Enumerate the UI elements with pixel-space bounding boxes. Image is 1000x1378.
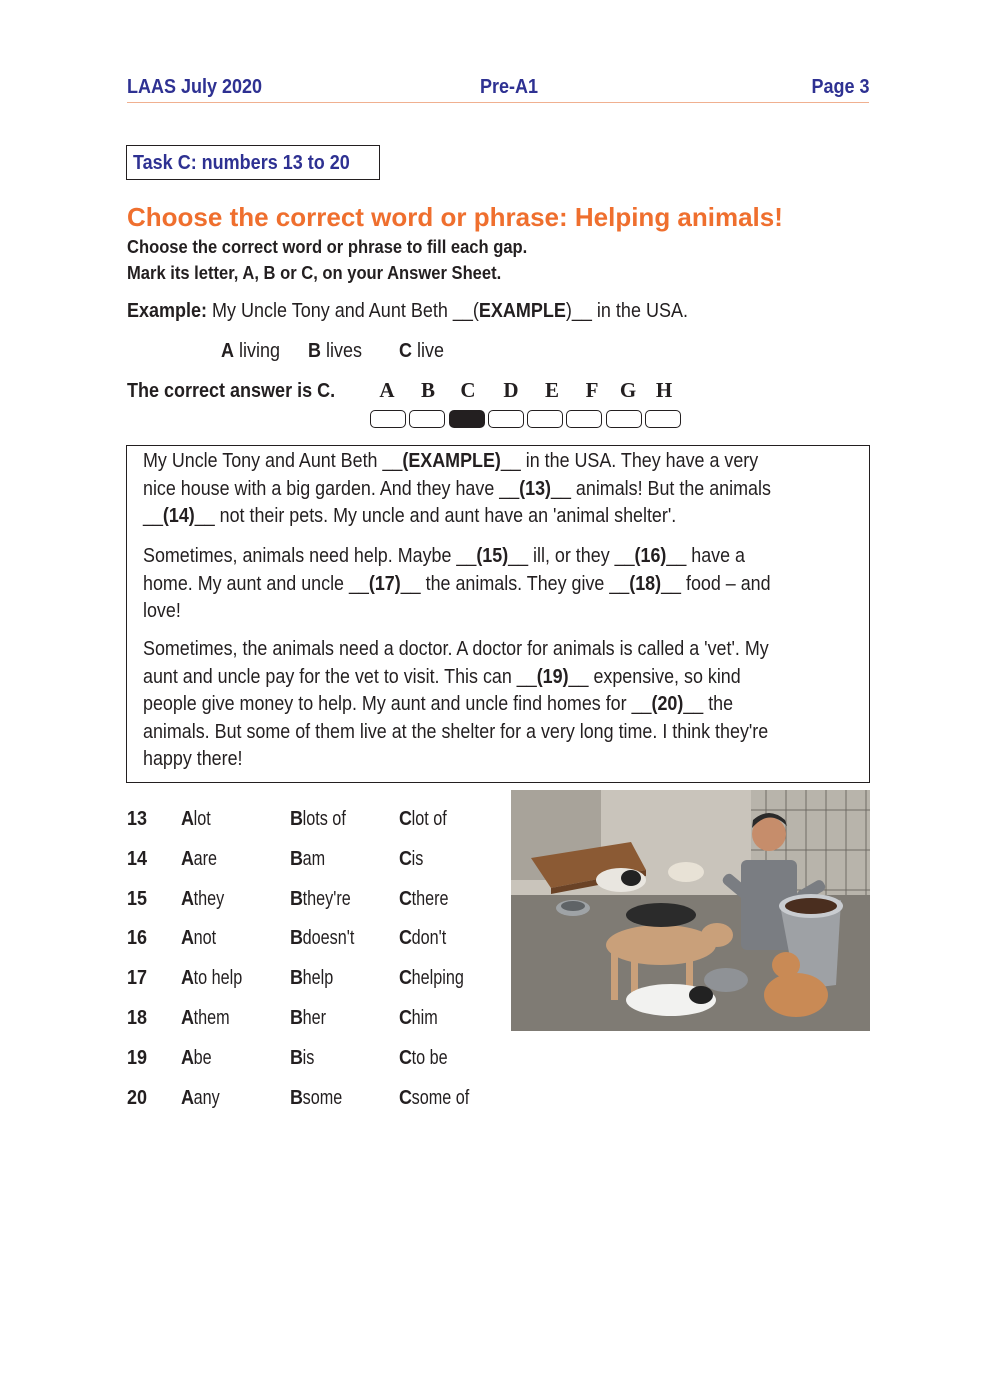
- option-b[interactable]: B her: [290, 1007, 327, 1029]
- story-line: happy there!: [143, 748, 243, 770]
- instruction-line-2: Mark its letter, A, B or C, on your Answer Sheet.: [127, 263, 502, 283]
- option-letter: C: [399, 340, 413, 362]
- photo-illustration: [511, 790, 870, 1031]
- grid-letter: G: [619, 378, 637, 402]
- grid-letter: D: [503, 378, 519, 402]
- question-row: [127, 808, 517, 838]
- option-b[interactable]: B lots of: [290, 808, 347, 830]
- task-label: Task C: numbers 13 to 20: [133, 152, 350, 174]
- example-text-before: My Uncle Tony and Aunt Beth __(: [212, 300, 479, 322]
- example-text-after: )__ in the USA.: [565, 300, 688, 322]
- example-options: [221, 340, 280, 363]
- option-a[interactable]: A lot: [181, 808, 212, 830]
- question-number: 18: [127, 1007, 148, 1029]
- question-row: [127, 1047, 517, 1077]
- page-header: [127, 74, 869, 103]
- option-a[interactable]: A them: [181, 1007, 231, 1029]
- story-line: home. My aunt and uncle __(17)__ the animals. They give __(18)__ food – and: [143, 572, 771, 595]
- question-number: 16: [127, 927, 148, 949]
- task-label-box: [126, 145, 380, 180]
- question-number: 13: [127, 808, 148, 830]
- grid-letter: E: [544, 378, 559, 402]
- option-a[interactable]: A be: [181, 1047, 213, 1069]
- option-a[interactable]: A they: [181, 888, 225, 910]
- option-text: lives: [326, 340, 363, 362]
- option-letter: B: [308, 340, 322, 362]
- example-option-c: [399, 340, 444, 363]
- option-b[interactable]: B am: [290, 848, 326, 870]
- answer-grid: [370, 410, 686, 430]
- story-line: __(14)__ not their pets. My uncle and aunt have an 'animal shelter'.: [143, 505, 677, 527]
- story-line: love!: [143, 600, 181, 622]
- answer-box: [488, 410, 524, 428]
- question-row: [127, 927, 517, 957]
- story-paragraph-3: [143, 636, 841, 774]
- option-c[interactable]: C there: [399, 888, 449, 910]
- story-line: nice house with a big garden. And they have __(13)__ animals! But the animals: [143, 477, 771, 500]
- correct-answer-text: [127, 380, 335, 403]
- answer-box: [527, 410, 563, 428]
- answer-box: [370, 410, 406, 428]
- story-paragraph-2: [143, 543, 841, 626]
- story-line: people give money to help. My aunt and uncle find homes for __(20)__ the: [143, 693, 734, 715]
- story-line: Sometimes, animals need help. Maybe __(15)__ ill, or they __(16)__ have a: [143, 545, 746, 567]
- question-number: 17: [127, 967, 148, 989]
- question-row: [127, 848, 517, 878]
- grid-letter: F: [585, 378, 599, 402]
- option-letter: A: [221, 340, 235, 362]
- story-line: My Uncle Tony and Aunt Beth __(EXAMPLE)__ in the USA. They have a very: [143, 450, 759, 472]
- question-number: 20: [127, 1087, 148, 1109]
- option-c[interactable]: C lot of: [399, 808, 448, 830]
- option-b[interactable]: B help: [290, 967, 334, 989]
- animal-shelter-photo: [511, 790, 870, 1031]
- story-paragraph-1: [143, 448, 841, 531]
- option-c[interactable]: C don't: [399, 927, 447, 949]
- example-sentence: [127, 300, 688, 323]
- grid-letter: H: [655, 378, 673, 402]
- instruction-line-1: Choose the correct word or phrase to fill each gap.: [127, 237, 528, 257]
- option-c[interactable]: C helping: [399, 967, 465, 989]
- exam-name: LAAS July 2020: [127, 76, 263, 98]
- option-c[interactable]: C is: [399, 848, 424, 870]
- answer-box: [606, 410, 642, 428]
- answer-box: [645, 410, 681, 428]
- option-c[interactable]: C him: [399, 1007, 439, 1029]
- option-text: live: [417, 340, 445, 362]
- option-text: living: [239, 340, 281, 362]
- story-line: animals. But some of them live at the shelter for a very long time. I think they're: [143, 720, 769, 743]
- question-row: [127, 1087, 517, 1117]
- option-c[interactable]: C to be: [399, 1047, 449, 1069]
- question-row: [127, 967, 517, 997]
- answer-box: [566, 410, 602, 428]
- story-line: aunt and uncle pay for the vet to visit. This can __(19)__ expensive, so kind: [143, 665, 741, 688]
- grid-letter: B: [420, 378, 435, 402]
- answer-box-selected: [449, 410, 485, 428]
- question-number: 14: [127, 848, 148, 870]
- page-title: Choose the correct word or phrase: Helping animals!: [127, 202, 783, 232]
- option-b[interactable]: B they're: [290, 888, 352, 910]
- option-a[interactable]: A to help: [181, 967, 243, 989]
- question-number: 15: [127, 888, 148, 910]
- story-box: [126, 445, 870, 783]
- option-a[interactable]: A any: [181, 1087, 221, 1109]
- question-row: [127, 1007, 517, 1037]
- question-number: 19: [127, 1047, 148, 1069]
- answer-box: [409, 410, 445, 428]
- option-a[interactable]: A are: [181, 848, 218, 870]
- example-label: Example:: [127, 300, 208, 322]
- correct-answer-label: The correct answer is C.: [127, 380, 336, 402]
- exam-level: Pre-A1: [480, 76, 539, 98]
- option-c[interactable]: C some of: [399, 1087, 470, 1109]
- option-b[interactable]: B some: [290, 1087, 343, 1109]
- option-a[interactable]: A not: [181, 927, 217, 949]
- option-b[interactable]: B doesn't: [290, 927, 355, 949]
- question-row: [127, 888, 517, 918]
- example-gap: EXAMPLE: [478, 300, 566, 322]
- grid-letter: C: [460, 378, 476, 402]
- story-line: Sometimes, the animals need a doctor. A doctor for animals is called a 'vet'. My: [143, 638, 769, 660]
- option-b[interactable]: B is: [290, 1047, 315, 1069]
- page-number: Page 3: [810, 76, 869, 98]
- grid-letter: A: [379, 378, 395, 402]
- example-option-b: [308, 340, 362, 363]
